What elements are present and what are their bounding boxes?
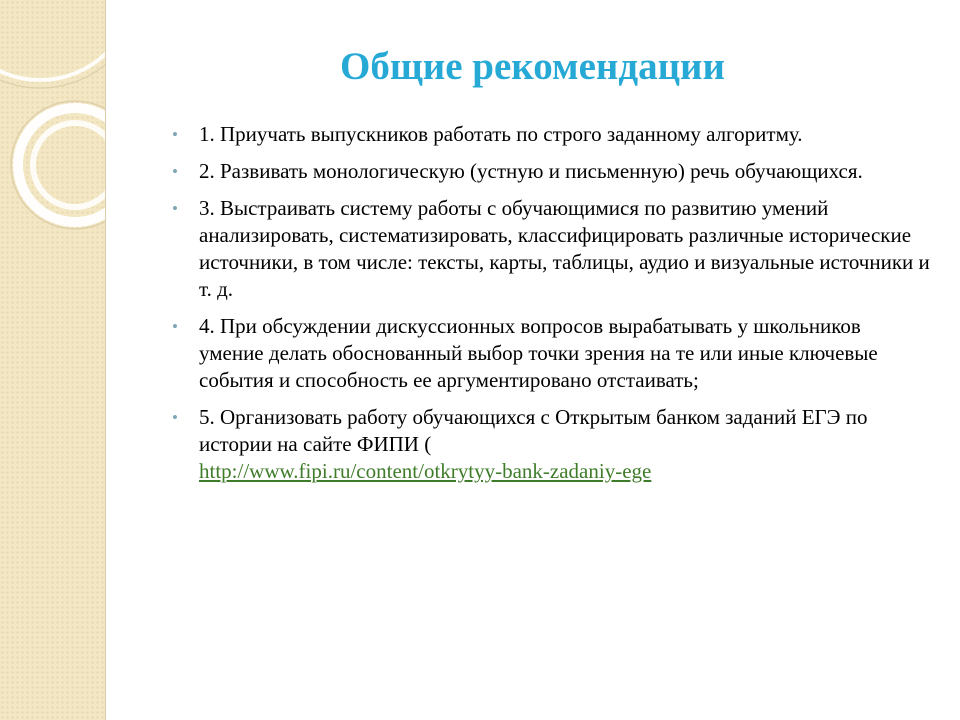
list-item — [170, 313, 930, 394]
item-text: 2. Развивать монологическую (устную и письменную) речь обучающихся. — [199, 159, 863, 183]
item-text: 1. Приучать выпускников работать по строго заданному алгоритму. — [199, 122, 803, 146]
slide-title: Общие рекомендации — [340, 45, 725, 88]
item-text: 5. Организовать работу обучающихся с Открытым банком заданий ЕГЭ по истории на сайте ФИПИ ( — [199, 405, 868, 456]
item-text: 4. При обсуждении дискуссионных вопросов вырабатывать у школьников умение делать обоснованный выбор точки зрения на те или иные ключевые события и способность ее аргументировано отстаивать; — [199, 314, 878, 392]
ring-large-top — [0, 0, 105, 80]
decorative-rings — [0, 0, 105, 720]
bullet-icon: • — [172, 199, 178, 218]
list-item — [170, 158, 930, 185]
list-item — [170, 195, 930, 303]
ring-middle-shade — [11, 101, 105, 229]
bullet-icon: • — [172, 125, 178, 144]
bullet-icon: • — [172, 408, 178, 427]
fipi-bank-link[interactable]: http://www.fipi.ru/content/otkrytyy-bank-zadaniy-ege — [199, 459, 652, 483]
decorative-sidebar — [0, 0, 106, 720]
bullet-icon: • — [172, 162, 178, 181]
recommendation-list — [170, 121, 930, 495]
ring-middle-inner — [33, 123, 105, 207]
list-item — [170, 121, 930, 148]
item-text: 3. Выстраивать систему работы с обучающимися по развитию умений анализировать, систематизировать, классифицировать различные исторические источники, в том числе: тексты, карты, таблицы, аудио и визуальные источники и т. д. — [199, 196, 930, 301]
bullet-icon: • — [172, 317, 178, 336]
list-item — [170, 404, 930, 485]
